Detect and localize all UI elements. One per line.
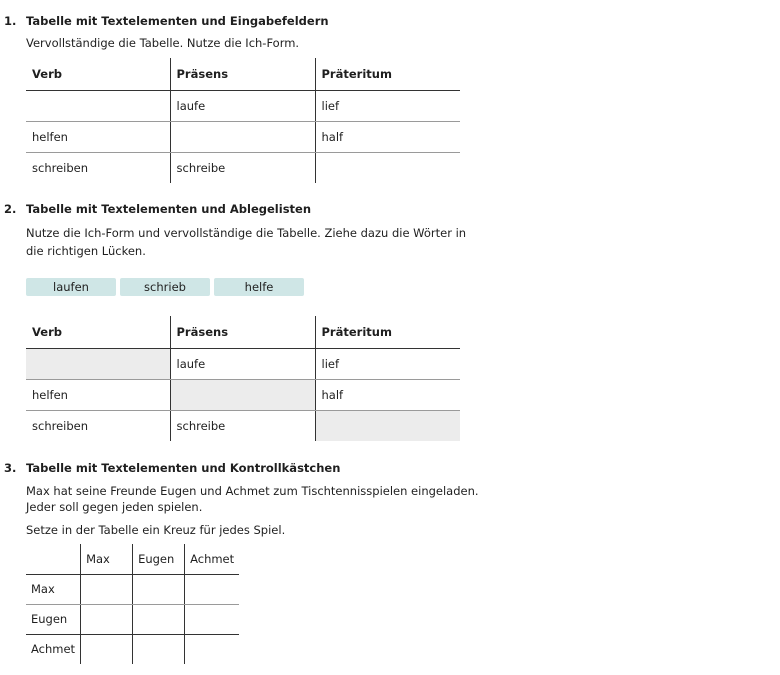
section-2-title: Tabelle mit Textelementen und Ablegelisten	[26, 202, 312, 216]
section-1-heading	[4, 14, 329, 28]
section-1-number: 1.	[4, 14, 17, 28]
checkbox-cell[interactable]	[133, 574, 185, 604]
section-3-title: Tabelle mit Textelementen und Kontrollkästchen	[26, 461, 341, 475]
section-1-title: Tabelle mit Textelementen und Eingabefeldern	[26, 14, 329, 28]
table-cell: helfen	[26, 121, 170, 152]
verb-table-inputs	[26, 58, 460, 183]
input-cell-verb-1[interactable]	[26, 90, 170, 121]
section-2-number: 2.	[4, 202, 17, 216]
checkbox-cell[interactable]	[81, 574, 133, 604]
table-cell: laufe	[170, 348, 315, 379]
checkbox-cell[interactable]	[81, 604, 133, 634]
section-3-heading	[4, 461, 340, 475]
match-checkbox-matrix	[26, 544, 239, 664]
table-cell: helfen	[26, 379, 170, 410]
section-2-instruction-line-1: Nutze die Ich-Form und vervollständige die Tabelle. Ziehe dazu die Wörter in	[26, 226, 467, 240]
column-header-praeteritum: Präteritum	[315, 58, 460, 90]
table-row	[26, 348, 460, 379]
checkbox-cell[interactable]	[133, 634, 185, 664]
section-3-instruction-line-3: Setze in der Tabelle ein Kreuz für jedes Spiel.	[26, 523, 286, 537]
matrix-column-header: Achmet	[185, 544, 240, 574]
matrix-row-header: Max	[26, 574, 81, 604]
table-header-row	[26, 316, 460, 348]
verb-input-1[interactable]	[32, 91, 164, 121]
table-row	[26, 90, 460, 121]
section-1	[0, 14, 780, 184]
matrix-row	[26, 574, 239, 604]
checkbox-cell[interactable]	[81, 634, 133, 664]
input-cell-praeteritum-3[interactable]	[315, 152, 460, 183]
table-row	[26, 410, 460, 441]
matrix-row-header: Eugen	[26, 604, 81, 634]
section-3	[0, 461, 780, 671]
section-1-instruction: Vervollständige die Tabelle. Nutze die Ich-Form.	[26, 36, 300, 50]
section-3-instruction-line-2: Jeder soll gegen jeden spielen.	[26, 500, 203, 514]
matrix-row-header: Achmet	[31, 642, 76, 657]
drop-zone-praesens-2[interactable]	[170, 379, 315, 410]
table-cell: schreibe	[170, 152, 315, 183]
column-header-verb: Verb	[26, 58, 170, 90]
drop-zone-verb-1[interactable]	[26, 348, 170, 379]
matrix-corner	[26, 544, 81, 574]
section-3-number: 3.	[4, 461, 17, 475]
section-2-instruction-line-2: die richtigen Lücken.	[26, 244, 146, 258]
praeteritum-input-3[interactable]	[322, 153, 455, 184]
table-cell: schreiben	[32, 160, 89, 175]
table-cell: lief	[315, 348, 460, 379]
column-header-praesens: Präsens	[170, 58, 315, 90]
section-2-heading	[4, 202, 311, 216]
column-header-verb: Verb	[26, 316, 170, 348]
praesens-input-2[interactable]	[177, 122, 309, 152]
matrix-row	[26, 604, 239, 634]
matrix-column-header: Max	[81, 544, 133, 574]
checkbox-cell[interactable]	[133, 604, 185, 634]
table-cell: schreibe	[170, 410, 315, 441]
drag-chip-list	[26, 278, 304, 296]
drop-zone-praeteritum-3[interactable]	[315, 410, 460, 441]
table-row	[26, 379, 460, 410]
section-2	[0, 202, 780, 447]
table-cell: half	[315, 121, 460, 152]
column-header-praesens: Präsens	[170, 316, 315, 348]
checkbox-cell[interactable]	[185, 604, 240, 634]
matrix-row	[26, 634, 239, 664]
table-cell: half	[315, 379, 460, 410]
drag-chip-schrieb[interactable]: schrieb	[120, 278, 210, 296]
checkbox-cell[interactable]	[185, 634, 240, 664]
input-cell-praesens-2[interactable]	[170, 121, 315, 152]
table-cell: schreiben	[32, 418, 89, 433]
drag-chip-laufen[interactable]: laufen	[26, 278, 116, 296]
table-row	[26, 152, 460, 183]
drag-chip-helfe[interactable]: helfe	[214, 278, 304, 296]
table-cell: laufe	[170, 90, 315, 121]
column-header-praeteritum: Präteritum	[315, 316, 460, 348]
matrix-column-header: Eugen	[133, 544, 185, 574]
table-row	[26, 121, 460, 152]
checkbox-cell[interactable]	[185, 574, 240, 604]
table-cell: lief	[315, 90, 460, 121]
section-3-instruction-line-1: Max hat seine Freunde Eugen und Achmet zum Tischtennisspielen eingeladen.	[26, 484, 479, 498]
table-header-row	[26, 58, 460, 90]
verb-table-dropzones	[26, 316, 460, 441]
matrix-header-row	[26, 544, 239, 574]
